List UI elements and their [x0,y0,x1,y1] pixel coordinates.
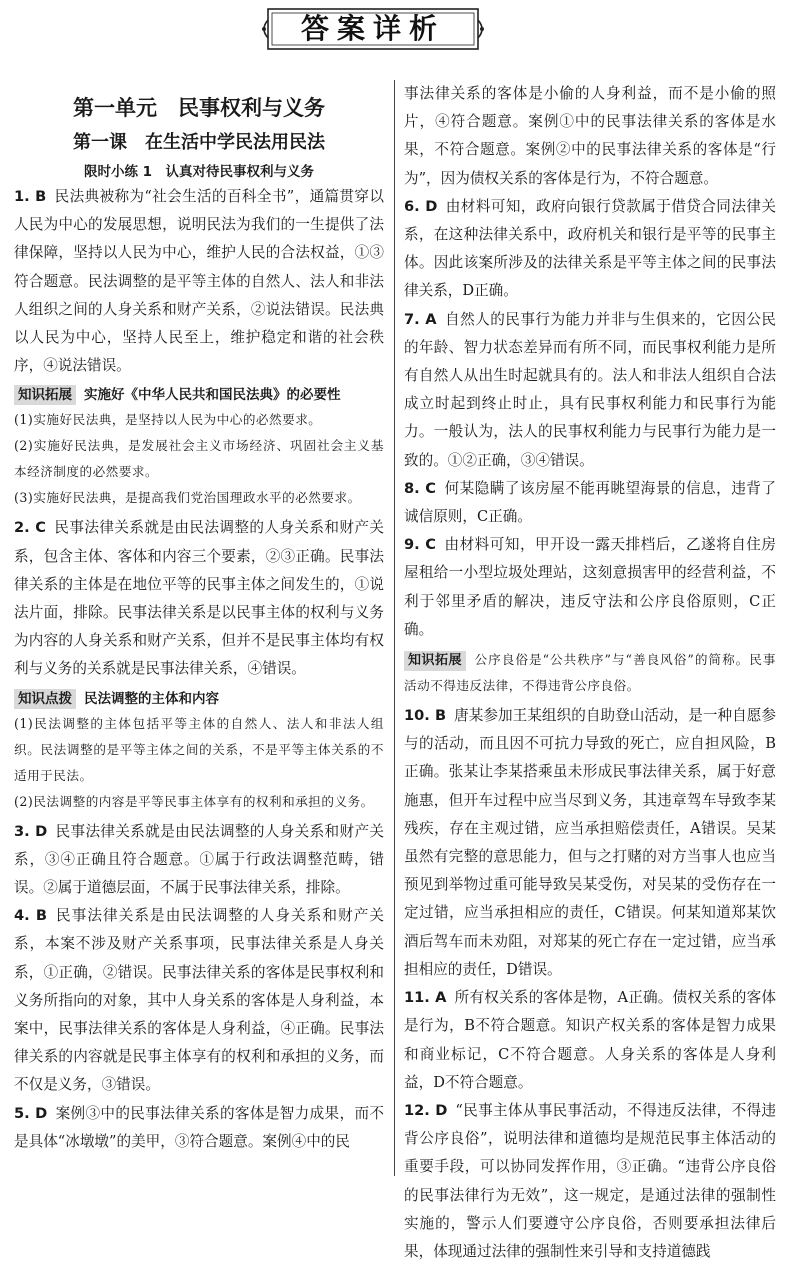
box-line: (2)民法调整的内容是平等民事主体享有的权利和承担的义务。 [14,793,374,809]
page-title: 答案详析 [300,12,445,45]
answer-11 [404,984,776,1097]
right-column [404,80,776,1260]
answer-number: 5. D [14,1104,48,1122]
answer-text: 何某隐瞒了该房屋不能再眺望海景的信息，违背了诚信原则，C正确。 [404,479,776,526]
answer-text: 自然人的民事行为能力并非与生俱来的，它因公民的年龄、智力状态差异而有所不同，而民事权利能力是所有自然人从出生时起就具有的。法人和非法人组织自合法成立时起到终止时止，具有民事权利能力和民事行为能力。一般认为，法人的民事权利能力与民事行为能力是一致的。①②正确，③④错误。 [404,310,776,469]
answer-8 [404,475,776,531]
box-tag: 知识点拨 [14,689,76,709]
answer-text: 由材料可知，政府向银行贷款属于借贷合同法律关系，在这种法律关系中，政府机关和银行是平等的民事主体。因此该案所涉及的法律关系是平等主体之间的民事法律关系，D正确。 [404,197,776,300]
lesson-title: 第一课 在生活中学民法用民法 [73,132,325,153]
answer-10 [404,702,776,984]
answer-5-continued: 事法律关系的客体是小偷的人身利益，而不是小偷的照片，④符合题意。案例①中的民事法律关系的客体是水果，不符合题意。案例②中的民事法律关系的客体是“行为”，因为债权关系的客体是行为，不符合题意。 [404,85,776,187]
box-line: (2)实施好民法典，是发展社会主义市场经济、巩固社会主义基本经济制度的必然要求。 [14,438,384,480]
column-divider [394,80,395,1176]
answer-9 [404,531,776,644]
answer-number: 12. D [404,1101,448,1119]
answer-3 [14,818,384,903]
answer-number: 9. C [404,536,436,554]
knowledge-box [404,647,776,699]
box-title: 民法调整的主体和内容 [84,690,219,707]
answer-number: 1. B [14,188,47,205]
knowledge-box [14,687,384,815]
answer-12 [404,1097,776,1266]
answer-number: 2. C [14,519,46,537]
answer-text: “民事主体从事民事活动，不得违反法律，不得违背公序良俗”，说明法律和道德均是规范民事主体活动的重要手段，可以协同发挥作用，③正确。“违背公序良俗的民事法律行为无效”，这一规定，是通过法律的强制性实施的，警示人们要遵守公序良俗，否则要承担法律后果，体现通过法律的强制性来引导和支持道德践 [404,1101,776,1260]
answer-text: 民事法律关系就是由民法调整的人身关系和财产关系，包含主体、客体和内容三个要素，②③正确。民事法律关系的主体是在地位平等的民事主体之间发生的，①说法片面，排除。民事法律关系是以民事主体的权利与义务为内容的人身关系和财产关系，但并不是民事主体均有权利与义务的关系就是民事法律关系，④错误。 [14,519,384,678]
knowledge-box [14,383,384,511]
header-banner [258,6,488,52]
box-line: (1)实施好民法典，是坚持以人民为中心的必然要求。 [14,412,322,428]
box-heading [14,383,384,407]
box-title: 实施好《中华人民共和国民法典》的必要性 [84,387,341,404]
unit-title: 第一单元 民事权利与义务 [73,96,325,120]
answer-number: 11. A [404,989,447,1007]
practice-title: 限时小练 1 认真对待民事权利与义务 [83,164,315,180]
box-text: 公序良俗是“公共秩序”与“善良风俗”的简称。民事活动不得违反法律，不得违背公序良俗。 [404,652,776,694]
answer-number: 7. A [404,310,437,328]
answer-1 [14,183,384,380]
box-tag: 知识拓展 [404,651,466,671]
left-column [14,80,384,1176]
answer-text: 唐某参加王某组织的自助登山活动，是一种自愿参与的活动，而且因不可抗力导致的死亡，应自担风险，B正确。张某让李某搭乘虽未形成民事法律关系，属于好意施惠，但开车过程中应当尽到义务，其违章驾车导致李某残疾，存在主观过错，应当承担赔偿责任，A错误。吴某虽然有完整的意思能力，但与之打赌的对方当事人也应当预见到举物过重可能导致吴某受伤，对吴某的受伤存在一定过错，应当承担相应的责任，C错误。何某知道郑某饮酒后驾车而未劝阻，对郑某的死亡存在一定过错，应当承担相应的责任，D错误。 [404,707,776,978]
answer-text: 所有权关系的客体是物，A正确。债权关系的客体是行为，B不符合题意。知识产权关系的客体是智力成果和商业标记，C不符合题意。人身关系的客体是人身利益，D不符合题意。 [404,989,776,1091]
answer-5 [14,1100,384,1156]
answer-number: 6. D [404,197,438,215]
answer-4 [14,902,384,1099]
answer-text: 民事法律关系就是由民法调整的人身关系和财产关系，③④正确且符合题意。①属于行政法调整范畴，错误。②属于道德层面，不属于民事法律关系，排除。 [14,822,384,897]
answer-number: 8. C [404,479,436,497]
answer-text: 案例③中的民事法律关系的客体是智力成果，而不是具体“冰墩墩”的美甲，③符合题意。案例④中的民 [14,1104,384,1150]
answer-text: 民事法律关系是由民法调整的人身关系和财产关系，本案不涉及财产关系事项，民事法律关系是人身关系，①正确，②错误。民事法律关系的客体是民事权利和义务所指向的对象，其中人身关系的客体是人身利益，本案中，民事法律关系的客体是人身利益，④正确。民事法律关系的内容就是民事主体享有的权利和承担的义务，而不仅是义务，③错误。 [14,907,384,1094]
answer-number: 10. B [404,707,447,725]
answer-2 [14,514,384,683]
answer-text: 由材料可知，甲开设一露天排档后，乙遂将自住房屋租给一小型垃圾处理站，这刻意损害甲的经营利益，不利于邻里矛盾的解决，违反守法和公序良俗原则，C正确。 [404,536,776,638]
box-tag: 知识拓展 [14,385,76,405]
answer-number: 4. B [14,907,47,925]
answer-number: 3. D [14,822,48,840]
box-inline-text [404,647,776,699]
box-line: (1)民法调整的主体包括平等主体的自然人、法人和非法人组织。民法调整的是平等主体之间的关系，不是平等主体关系的不适用于民法。 [14,715,384,783]
answer-text: 民法典被称为“社会生活的百科全书”，通篇贯穿以人民为中心的发展思想，说明民法为我们的一生提供了法律保障，坚持以人民为中心，维护人民的合法权益，①③符合题意。民法调整的是平等主体的自然人、法人和非法人组织之间的人身关系和财产关系，②说法错误。民法典以人民为中心，坚持人民至上，维护稳定和谐的社会秩序，④说法错误。 [14,188,384,375]
box-heading [14,687,384,711]
answer-6 [404,193,776,306]
answer-7 [404,306,776,475]
box-line: (3)实施好民法典，是提高我们党治国理政水平的必然要求。 [14,490,361,506]
